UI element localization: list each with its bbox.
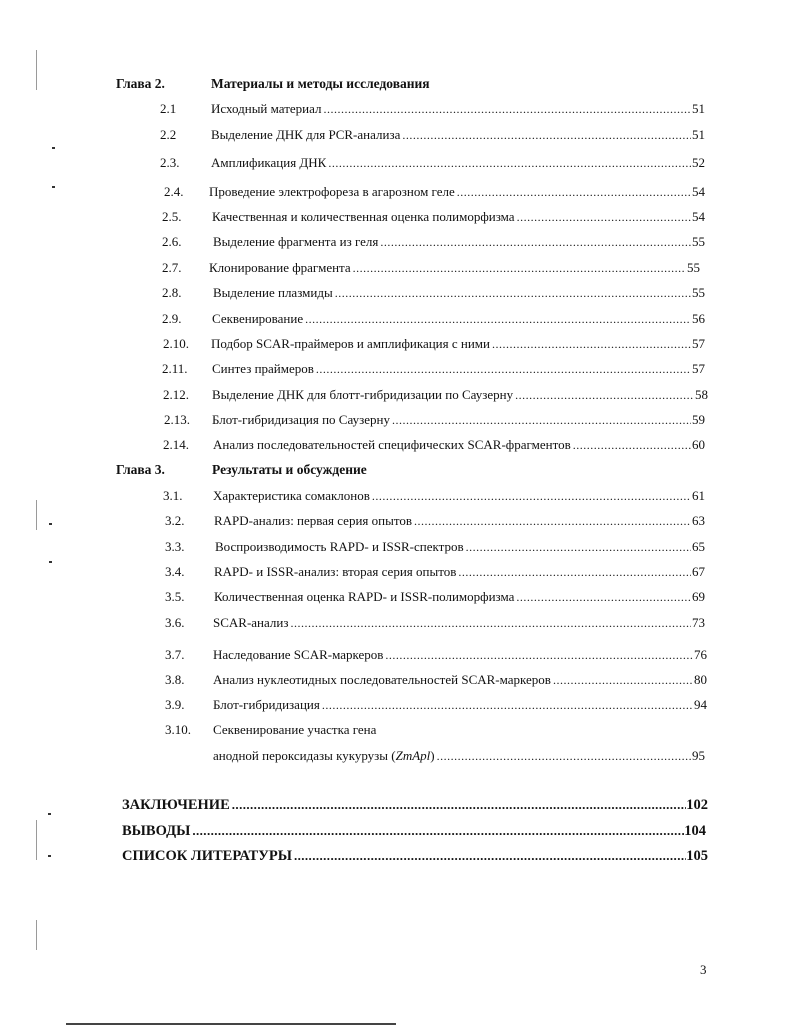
toc-entry-3-2 [0, 513, 798, 531]
toc-entry-page: 56 [692, 311, 705, 326]
toc-entry-title: RAPD-анализ: первая серия опытов [214, 513, 412, 528]
toc-entry-2-9 [0, 311, 798, 329]
toc-entry-2-7 [0, 260, 798, 278]
toc-entry-page: 58 [695, 387, 708, 402]
scan-speck [49, 523, 52, 525]
toc-entry-title: Синтез праймеров [212, 361, 314, 376]
toc-entry-number: 3.8. [165, 672, 185, 687]
gene-name-italic: ZmApl [395, 748, 431, 763]
toc-entry-number: 2.6. [162, 234, 182, 249]
scan-speck [49, 561, 52, 563]
toc-entry-2-1 [0, 101, 798, 119]
toc-entry-page: 61 [692, 488, 705, 503]
toc-entry-page: 51 [692, 101, 705, 116]
toc-entry-2-3 [0, 155, 798, 173]
chapter-2-title: Материалы и методы исследования [211, 76, 430, 91]
toc-entry-number: 3.1. [163, 488, 183, 503]
toc-entry-page: 55 [692, 285, 705, 300]
toc-back-title: СПИСОК ЛИТЕРАТУРЫ [122, 848, 292, 864]
toc-entry-title: SCAR-анализ [213, 615, 289, 630]
toc-entry-number: 2.9. [162, 311, 182, 326]
toc-entry-page: 69 [692, 589, 705, 604]
toc-entry-2-12 [0, 387, 798, 405]
toc-entry-number: 3.4. [165, 564, 185, 579]
toc-entry-number: 3.6. [165, 615, 185, 630]
toc-entry-title: Анализ нуклеотидных последовательностей SCAR-маркеров [213, 672, 551, 687]
toc-entry-number: 2.12. [163, 387, 189, 402]
toc-entry-title: Выделение фрагмента из геля [213, 234, 379, 249]
toc-entry-title: Проведение электрофореза в агарозном геле [209, 184, 455, 199]
bottom-rule [66, 1023, 396, 1025]
toc-back-page: 102 [686, 797, 708, 813]
toc-entry-page: 76 [694, 647, 707, 662]
chapter-3-label: Глава 3. [116, 462, 165, 477]
toc-entry-title: Выделение плазмиды [213, 285, 333, 300]
chapter-3-title: Результаты и обсуждение [212, 462, 367, 477]
toc-entry-3-9 [0, 697, 798, 715]
toc-entry-3-1 [0, 488, 798, 506]
toc-entry-3-10 [0, 722, 798, 740]
toc-entry-title: Исходный материал [211, 101, 322, 116]
toc-entry-page: 57 [692, 361, 705, 376]
toc-entry-number: 2.13. [164, 412, 190, 427]
toc-entry-page: 67 [692, 564, 705, 579]
toc-entry-page: 55 [687, 260, 700, 275]
left-margin-mark [36, 920, 37, 950]
toc-entry-title: Качественная и количественная оценка полиморфизма [212, 209, 515, 224]
left-margin-mark [36, 820, 37, 860]
toc-entry-title: Воспроизводимость RAPD- и ISSR-спектров [215, 539, 464, 554]
toc-entry-2-6 [0, 234, 798, 252]
toc-entry-page: 55 [692, 234, 705, 249]
scan-speck [52, 186, 55, 188]
toc-entry-title: Блот-гибридизация [213, 697, 320, 712]
toc-entry-number: 2.2 [160, 127, 177, 142]
toc-entry-page: 51 [692, 127, 705, 142]
toc-entry-2-14 [0, 437, 798, 455]
toc-entry-number: 2.5. [162, 209, 182, 224]
toc-entry-number: 3.3. [165, 539, 185, 554]
toc-entry-number: 3.5. [165, 589, 185, 604]
toc-entry-number: 2.8. [162, 285, 182, 300]
toc-back-title: ЗАКЛЮЧЕНИЕ [122, 797, 230, 813]
toc-entry-title: Наследование SCAR-маркеров [213, 647, 384, 662]
toc-entry-page: 94 [694, 697, 707, 712]
toc-entry-page: 59 [692, 412, 705, 427]
toc-back-page: 105 [686, 848, 708, 864]
toc-entry-2-2 [0, 127, 798, 145]
toc-entry-title: Выделение ДНК для блотт-гибридизации по Саузерну [212, 387, 514, 402]
toc-entry-3-6 [0, 615, 798, 633]
toc-entry-number: 2.11. [162, 361, 188, 376]
toc-entry-title: Блот-гибридизация по Саузерну [212, 412, 390, 427]
toc-entry-3-10-continuation [0, 748, 798, 766]
toc-entry-2-5 [0, 209, 798, 227]
toc-entry-title: Амплификация ДНК [211, 155, 327, 170]
toc-entry-number: 3.7. [165, 647, 185, 662]
toc-findings [122, 823, 706, 843]
toc-entry-title: Секвенирование [212, 311, 304, 326]
chapter-2-label: Глава 2. [116, 76, 165, 91]
toc-entry-page: 54 [692, 209, 705, 224]
toc-entry-title: Характеристика сомаклонов [213, 488, 370, 503]
toc-back-page: 104 [684, 823, 706, 839]
toc-entry-page: 95 [692, 748, 705, 763]
toc-entry-number: 3.9. [165, 697, 185, 712]
toc-entry-title: Анализ последовательностей специфических SCAR-фрагментов [213, 437, 571, 452]
toc-entry-3-5 [0, 589, 798, 607]
toc-entry-page: 63 [692, 513, 705, 528]
scan-speck [48, 855, 51, 857]
toc-entry-title: Количественная оценка RAPD- и ISSR-полиморфизма [214, 589, 515, 604]
toc-entry-2-8 [0, 285, 798, 303]
left-margin-mark [36, 500, 37, 530]
toc-back-title: ВЫВОДЫ [122, 823, 191, 839]
toc-entry-title: Подбор SCAR-праймеров и амплификация с ними [211, 336, 490, 351]
toc-entry-2-4 [0, 184, 798, 202]
toc-entry-title-cont: анодной пероксидазы кукурузы (ZmApl) [213, 748, 435, 763]
toc-entry-number: 3.10. [165, 722, 191, 737]
toc-conclusion [122, 797, 708, 817]
toc-entry-3-3 [0, 539, 798, 557]
toc-entry-page: 57 [692, 336, 705, 351]
toc-entry-2-11 [0, 361, 798, 379]
page-number: 3 [700, 962, 707, 977]
toc-entry-number: 3.2. [165, 513, 185, 528]
toc-entry-number: 2.3. [160, 155, 180, 170]
scan-speck [52, 147, 55, 149]
toc-entry-number: 2.14. [163, 437, 189, 452]
toc-entry-title: Выделение ДНК для PCR-анализа [211, 127, 401, 142]
left-margin-mark [36, 50, 37, 90]
scan-speck [48, 813, 51, 815]
toc-entry-page: 52 [692, 155, 705, 170]
toc-entry-page: 65 [692, 539, 705, 554]
toc-entry-3-4 [0, 564, 798, 582]
toc-entry-page: 54 [692, 184, 705, 199]
toc-entry-page: 80 [694, 672, 707, 687]
toc-entry-number: 2.7. [162, 260, 182, 275]
toc-entry-title: Клонирование фрагмента [209, 260, 351, 275]
toc-entry-page: 60 [692, 437, 705, 452]
toc-entry-number: 2.10. [163, 336, 189, 351]
toc-entry-title: RAPD- и ISSR-анализ: вторая серия опытов [214, 564, 457, 579]
toc-entry-title: Секвенирование участка гена [213, 722, 377, 737]
toc-entry-3-8 [0, 672, 798, 690]
toc-entry-page: 73 [692, 615, 705, 630]
toc-entry-number: 2.4. [164, 184, 184, 199]
toc-entry-3-7 [0, 647, 798, 665]
toc-entry-number: 2.1 [160, 101, 177, 116]
toc-entry-2-10 [0, 336, 798, 354]
toc-references [122, 848, 708, 868]
toc-entry-2-13 [0, 412, 798, 430]
